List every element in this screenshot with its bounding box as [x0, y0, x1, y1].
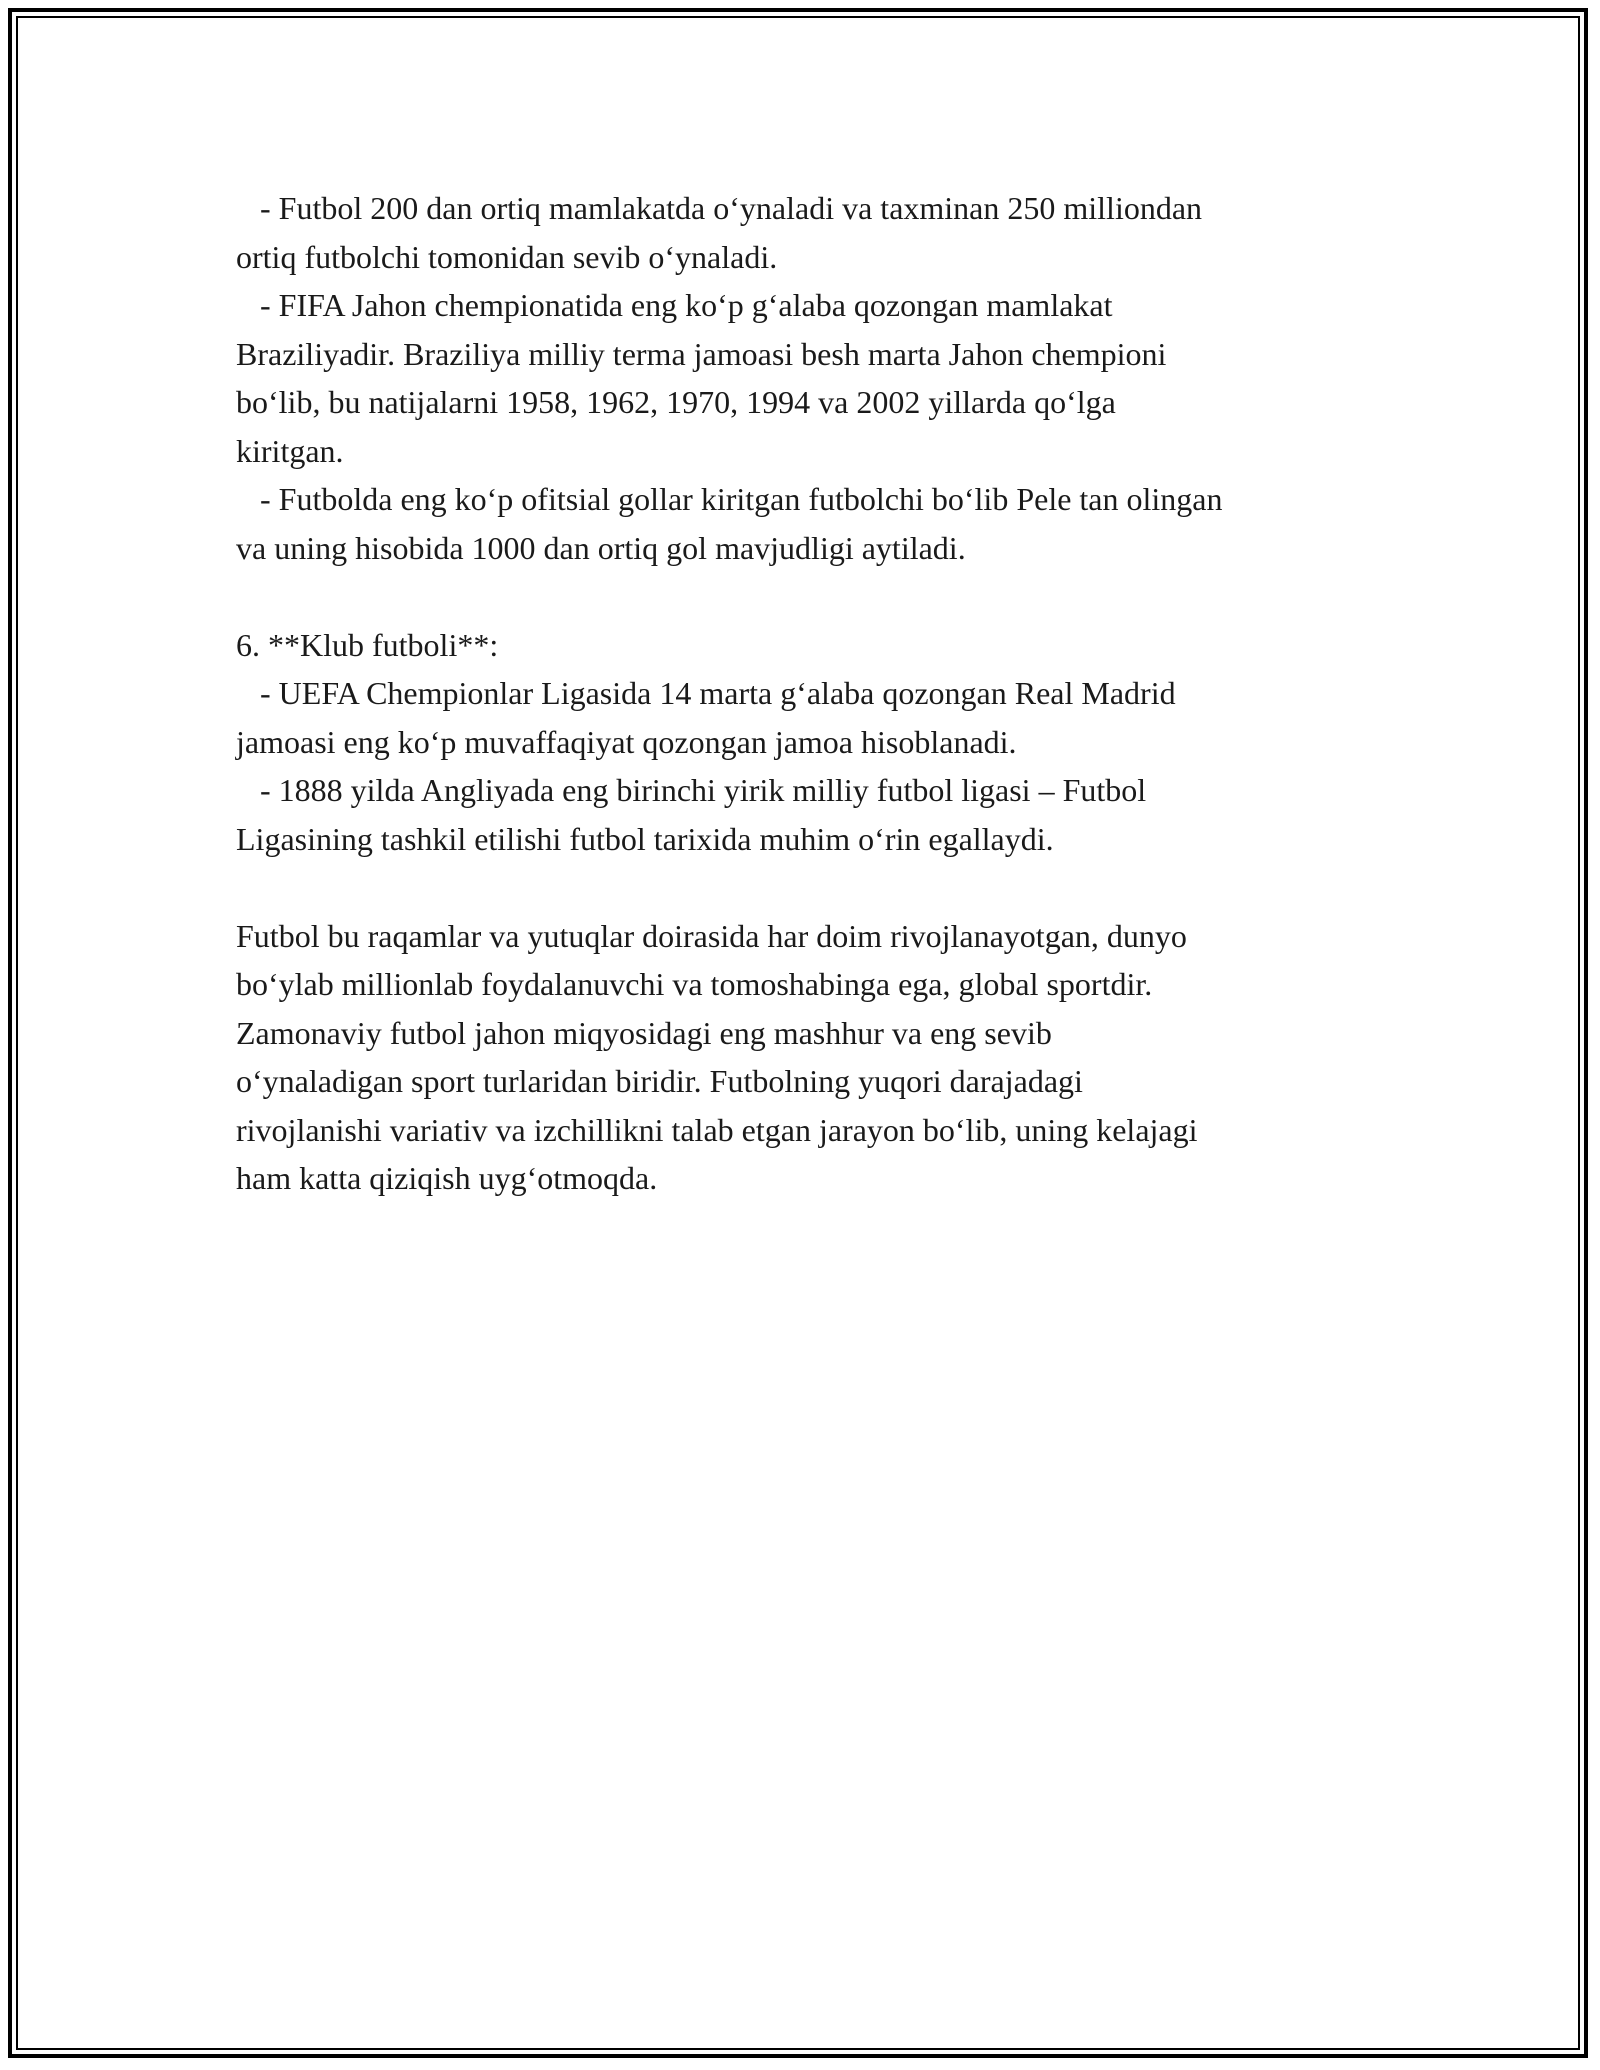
text-line: - Futbol 200 dan ortiq mamlakatda o‘ynaladi va taxminan 250 milliondan — [236, 190, 1203, 226]
text-line: ham katta qiziqish uyg‘otmoqda. — [236, 1160, 658, 1196]
text-line: ortiq futbolchi tomonidan sevib o‘ynaladi. — [236, 238, 778, 275]
text-line: Braziliyadir. Braziliya milliy terma jamoasi besh marta Jahon chempioni — [236, 335, 1167, 372]
text-line: bo‘lib, bu natijalarni 1958, 1962, 1970, 1994 va 2002 yillarda qo‘lga — [236, 384, 1116, 420]
text-line: va uning hisobida 1000 dan ortiq gol mavjudligi aytiladi. — [236, 529, 966, 566]
text-line: rivojlanishi variativ va izchillikni talab etgan jarayon bo‘lib, uning kelajagi — [236, 1111, 1198, 1148]
text-line: jamoasi eng ko‘p muvaffaqiyat qozongan jamoa hisoblanadi. — [236, 723, 1017, 760]
text-line: kiritgan. — [236, 432, 344, 469]
conclusion-paragraph — [236, 912, 1396, 1203]
document-body — [236, 184, 1396, 1203]
club-football-section — [236, 621, 1396, 864]
text-line: o‘ynaladigan sport turlaridan biridir. Futbolning yuqori darajadagi — [236, 1063, 1083, 1099]
text-line: Futbol bu raqamlar va yutuqlar doirasida har doim rivojlanayotgan, dunyo — [236, 917, 1187, 954]
text-line: - Futbolda eng ko‘p ofitsial gollar kiritgan futbolchi bo‘lib Pele tan olingan — [236, 481, 1223, 517]
section-heading: 6. **Klub futboli**: — [236, 626, 499, 663]
text-line: - FIFA Jahon chempionatida eng ko‘p g‘alaba qozongan mamlakat — [236, 287, 1113, 323]
paragraph-gap — [236, 572, 1396, 621]
text-line: Zamonaviy futbol jahon miqyosidagi eng mashhur va eng sevib — [236, 1014, 1052, 1051]
text-line: Ligasining tashkil etilishi futbol tarixida muhim o‘rin egallaydi. — [236, 820, 1054, 857]
paragraph-gap — [236, 863, 1396, 912]
text-line: - UEFA Chempionlar Ligasida 14 marta g‘alaba qozongan Real Madrid — [236, 675, 1176, 711]
text-line: bo‘ylab millionlab foydalanuvchi va tomoshabinga ega, global sportdir. — [236, 966, 1153, 1002]
text-line: - 1888 yilda Angliyada eng birinchi yirik milliy futbol ligasi – Futbol — [236, 772, 1147, 808]
facts-section — [236, 184, 1396, 572]
